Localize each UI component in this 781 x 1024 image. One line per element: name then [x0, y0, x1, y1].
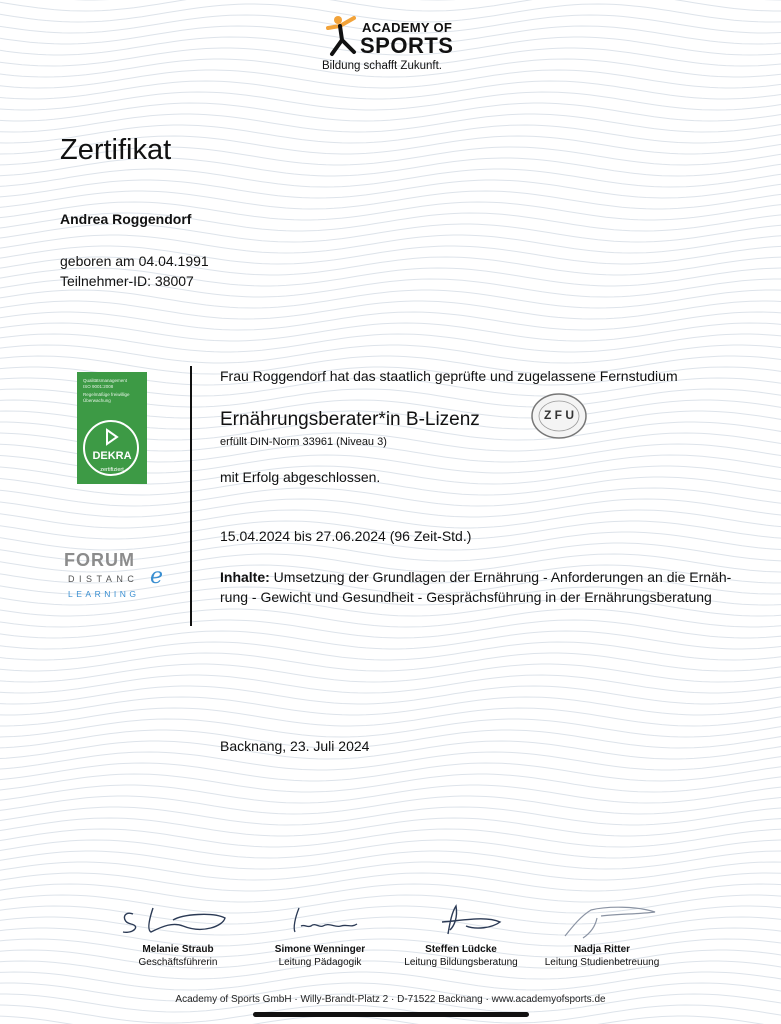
contents-text: Umsetzung der Grundlagen der Ernährung - Anforderungen an die Ernäh- — [269, 569, 732, 585]
signer-role: Geschäftsführerin — [138, 957, 218, 968]
dekra-certification-badge — [77, 372, 147, 484]
course-intro: Frau Roggendorf hat das staatlich geprüfte und zugelassene Fernstudium — [220, 368, 678, 384]
forum-logo-bottom: LEARNING — [68, 589, 140, 599]
place-and-date: Backnang, 23. Juli 2024 — [220, 738, 370, 754]
forum-logo-top: FORUM — [64, 550, 135, 570]
din-norm-note: erfüllt DIN-Norm 33961 (Niveau 3) — [220, 436, 387, 448]
contents-text: rung - Gewicht und Gesundheit - Gesprächsführung in der Ernährungsberatung — [220, 589, 712, 605]
signer-name: Nadja Ritter — [573, 944, 631, 955]
course-title: Ernährungsberater*in B-Lizenz — [220, 409, 480, 430]
signature-image — [537, 900, 667, 940]
zfu-letters: Z F U — [544, 408, 574, 422]
signature-block — [522, 900, 682, 968]
participant-name: Andrea Roggendorf — [60, 211, 192, 227]
dekra-badge-text: ISO 9001:2008 — [83, 384, 114, 389]
forum-distance-learning-logo — [60, 546, 172, 608]
logo-text-main: SPORTS — [360, 33, 454, 58]
signer-name: Simone Wenninger — [274, 944, 366, 955]
vertical-divider — [190, 366, 192, 626]
footer-address: Academy of Sports GmbH · Willy-Brandt-Platz 2 · D-71522 Backnang · www.academyofsports.de — [175, 994, 606, 1005]
certificate-title: Zertifikat — [60, 134, 172, 166]
signature-block — [240, 900, 400, 968]
participant-details — [60, 251, 209, 291]
signer-name: Melanie Straub — [142, 944, 214, 955]
logo-tagline: Bildung schafft Zukunft. — [322, 60, 442, 72]
logo-text-top: ACADEMY OF — [362, 20, 453, 35]
zfu-seal — [530, 392, 588, 440]
forum-logo-e: e — [150, 564, 164, 589]
course-dates: 15.04.2024 bis 27.06.2024 (96 Zeit-Std.) — [220, 528, 472, 544]
signature-image — [396, 900, 526, 940]
dekra-badge-text: Qualitätsmanagement — [83, 378, 128, 383]
signature-image — [113, 900, 243, 940]
dekra-wordmark: DEKRA — [92, 450, 132, 462]
athlete-icon — [324, 14, 360, 58]
signer-role: Leitung Bildungsberatung — [404, 957, 518, 968]
signature-block — [381, 900, 541, 968]
birth-date: geboren am 04.04.1991 — [60, 253, 209, 269]
dekra-arrow-icon — [105, 428, 119, 446]
signature-image — [255, 900, 385, 940]
course-contents — [220, 567, 760, 607]
completion-note: mit Erfolg abgeschlossen. — [220, 469, 381, 485]
contents-label: Inhalte: — [220, 569, 270, 585]
dekra-badge-text: Überwachung — [83, 398, 111, 403]
dekra-certified-label: zertifiziert — [100, 467, 124, 473]
participant-id: Teilnehmer-ID: 38007 — [60, 273, 194, 289]
home-indicator[interactable] — [253, 1012, 529, 1017]
signer-role: Leitung Studienbetreuung — [544, 957, 660, 968]
academy-of-sports-logo — [322, 14, 462, 76]
signer-role: Leitung Pädagogik — [278, 957, 362, 968]
signature-block — [98, 900, 258, 968]
dekra-badge-text: Regelmäßige freiwillige — [83, 392, 130, 397]
signer-name: Steffen Lüdcke — [425, 944, 497, 955]
forum-logo-middle: DISTANC — [68, 574, 139, 584]
